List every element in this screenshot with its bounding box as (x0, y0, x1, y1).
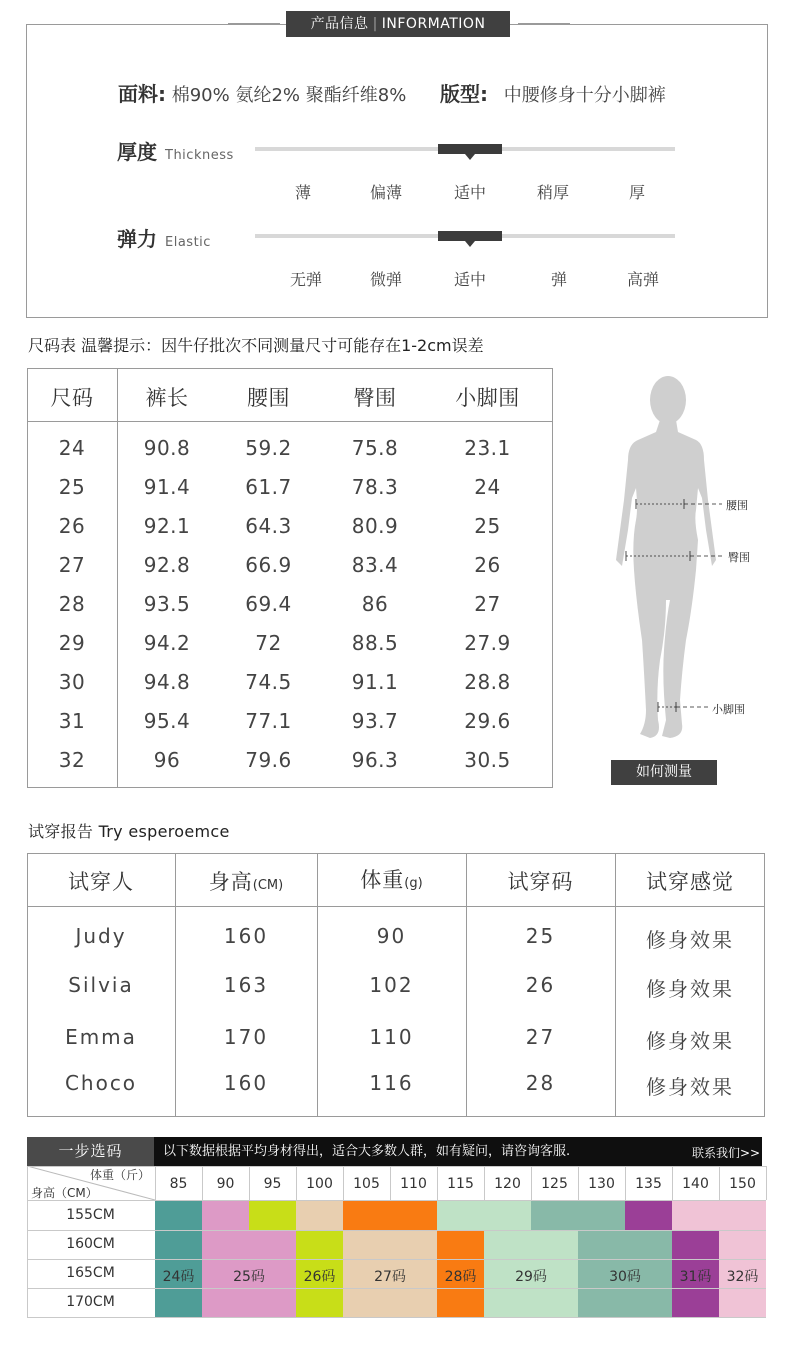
grid-line (437, 1166, 438, 1200)
weight-column-label: 140 (682, 1176, 709, 1192)
elastic-option: 无弹 (289, 270, 322, 289)
report-header-feel: 试穿感觉 (646, 870, 734, 894)
size-table-cell: 91.1 (351, 670, 399, 694)
size-table-cell: 26 (58, 514, 86, 538)
thickness-marker (438, 144, 502, 154)
size-table-cell: 78.3 (351, 475, 399, 499)
elastic-option: 高弹 (626, 270, 659, 289)
size-table-cell: 61.7 (245, 475, 292, 499)
size-label: 31码 (679, 1269, 712, 1285)
elastic-option: 弹 (550, 270, 567, 289)
size-table-cell: 64.3 (245, 514, 292, 538)
report-header-weight (317, 864, 466, 894)
size-block-s28 (343, 1201, 437, 1230)
report-cell-height: 163 (223, 973, 269, 997)
size-label: 25码 (233, 1269, 265, 1285)
size-table-cell: 93.5 (143, 592, 191, 616)
grid-line (484, 1166, 485, 1200)
size-table-cell: 59.2 (245, 436, 292, 460)
size-table-cell: 23.1 (464, 436, 511, 460)
grid-line (27, 1288, 766, 1289)
grid-line (766, 1166, 767, 1200)
size-table-cell: 24 (474, 475, 501, 499)
title-line-right (518, 23, 570, 24)
size-table-cell: 83.4 (351, 553, 399, 577)
grid-line (27, 1166, 28, 1317)
size-table-header: 臀围 (353, 386, 397, 410)
title-cn: 产品信息 (310, 16, 369, 32)
report-cell-feel: 修身效果 (646, 977, 734, 1001)
thickness-option: 偏薄 (369, 183, 402, 202)
contact-us-link[interactable]: 联系我们>> (692, 1146, 761, 1160)
report-cell-height: 160 (223, 1071, 269, 1095)
size-table-cell: 30.5 (464, 748, 511, 772)
size-table-cell: 75.8 (351, 436, 399, 460)
report-cell-person: Silvia (68, 973, 134, 997)
size-table-header: 裤长 (145, 386, 189, 410)
size-table-cell: 30 (58, 670, 86, 694)
grid-line (27, 1200, 766, 1201)
size-block-s26 (249, 1201, 296, 1230)
report-cell-size: 26 (525, 973, 556, 997)
size-block-s31 (625, 1201, 672, 1230)
size-table-cell: 26 (474, 553, 501, 577)
weight-column-label: 110 (400, 1176, 427, 1192)
size-table-header: 尺码 (50, 386, 94, 410)
size-table-cell: 95.4 (143, 709, 191, 733)
thickness-marker-tip (465, 154, 475, 160)
grid-line (27, 1259, 766, 1260)
height-header-text: 身高 (208, 870, 253, 894)
weight-column-label: 95 (263, 1176, 282, 1192)
size-block-s32 (672, 1201, 766, 1230)
thickness-option: 稍厚 (536, 183, 569, 202)
report-title: 试穿报告 Try esperoemce (28, 822, 230, 841)
size-table-cell: 86 (361, 592, 389, 616)
size-chart-step-label: 一步选码 (27, 1137, 154, 1166)
size-table-hint: 尺码表 温馨提示：因牛仔批次不同测量尺寸可能存在1-2cm误差 (28, 336, 484, 355)
size-block-s30 (531, 1201, 625, 1230)
grid-line (578, 1166, 579, 1200)
size-label: 32码 (726, 1269, 759, 1285)
size-table-cell: 92.8 (143, 553, 191, 577)
weight-column-label: 105 (353, 1176, 380, 1192)
elastic-option: 微弹 (369, 270, 402, 289)
size-block-s29 (437, 1201, 531, 1230)
report-cell-size: 25 (525, 924, 556, 948)
report-cell-feel: 修身效果 (646, 928, 734, 952)
elastic-label (117, 223, 211, 252)
weight-column-label: 130 (588, 1176, 615, 1192)
size-table-cell: 94.8 (143, 670, 191, 694)
report-cell-person: Judy (75, 924, 127, 948)
size-label: 30码 (609, 1269, 641, 1285)
size-label: 26码 (303, 1269, 336, 1285)
size-table-cell: 28 (58, 592, 86, 616)
size-table-header: 小脚围 (455, 386, 520, 410)
waist-label: 腰围 (726, 499, 748, 512)
report-header-height (175, 866, 317, 896)
grid-line (343, 1166, 344, 1200)
grid-line (625, 1166, 626, 1200)
size-table-cell: 93.7 (351, 709, 399, 733)
thickness-label-cn: 厚度 (117, 140, 157, 164)
size-table-cell: 91.4 (143, 475, 191, 499)
grid-line (27, 1317, 766, 1318)
weight-column-label: 90 (216, 1176, 235, 1192)
size-table-header-divider (28, 421, 552, 422)
report-cell-size: 27 (525, 1025, 556, 1049)
fit-value: 中腰修身十分小脚裤 (503, 85, 666, 106)
report-cell-height: 160 (223, 924, 269, 948)
height-row-label: 160CM (66, 1236, 115, 1252)
report-cell-height: 170 (223, 1025, 269, 1049)
report-cell-person: Choco (64, 1071, 138, 1095)
size-table-cell: 27 (474, 592, 501, 616)
report-cell-weight: 102 (369, 973, 414, 997)
weight-column-label: 135 (635, 1176, 662, 1192)
size-label: 27码 (374, 1269, 406, 1285)
fit-label: 版型: (440, 82, 488, 106)
size-table-cell: 79.6 (245, 748, 292, 772)
size-table-cell: 28.8 (464, 670, 511, 694)
size-table-header: 腰围 (247, 386, 290, 410)
grid-line (390, 1166, 391, 1200)
height-row-label: 170CM (66, 1294, 115, 1310)
size-table-cell: 25 (58, 475, 86, 499)
weight-header-unit: (g) (404, 876, 423, 891)
weight-column-label: 100 (306, 1176, 333, 1192)
report-cell-weight: 110 (369, 1025, 414, 1049)
elastic-marker-tip (465, 241, 475, 247)
size-label: 24码 (162, 1269, 195, 1285)
height-axis-header: 身高（CM） (31, 1186, 98, 1200)
report-cell-weight: 90 (376, 924, 407, 948)
size-table-cell: 66.9 (245, 553, 292, 577)
elastic-marker (438, 231, 502, 241)
thickness-option-selected: 适中 (453, 183, 486, 202)
grid-line (249, 1166, 250, 1200)
thickness-label-en: Thickness (165, 148, 234, 163)
size-table-cell: 74.5 (245, 670, 292, 694)
axis-corner (27, 1166, 155, 1200)
thickness-label (117, 136, 234, 165)
height-header-unit: (CM) (252, 878, 284, 893)
size-table-cell: 27.9 (464, 631, 511, 655)
report-cell-feel: 修身效果 (646, 1029, 734, 1053)
diagonal-divider-icon (27, 1166, 155, 1200)
size-table-cell: 92.1 (143, 514, 191, 538)
hip-label: 臀围 (728, 551, 750, 564)
title-line-left (228, 23, 280, 24)
size-table-cell: 24 (58, 436, 86, 460)
size-table-cell: 29 (58, 631, 86, 655)
size-table-cell: 80.9 (351, 514, 399, 538)
size-table-cell: 77.1 (245, 709, 292, 733)
size-block-s27 (296, 1201, 343, 1230)
size-table-cell: 72 (255, 631, 282, 655)
weight-column-label: 120 (494, 1176, 521, 1192)
weight-column-label: 115 (447, 1176, 474, 1192)
size-table-cell: 29.6 (464, 709, 511, 733)
weight-column-label: 85 (169, 1176, 188, 1192)
size-table-cell: 31 (58, 709, 86, 733)
grid-line (531, 1166, 532, 1200)
size-table-cell: 32 (58, 748, 86, 772)
size-chart-note: 以下数据根据平均身材得出，适合大多数人群，如有疑问，请咨询客服. (163, 1144, 571, 1159)
size-label: 28码 (444, 1269, 477, 1285)
ankle-label: 小脚围 (712, 703, 745, 716)
grid-line (672, 1166, 673, 1200)
weight-column-label: 125 (541, 1176, 568, 1192)
fabric-row (118, 78, 406, 107)
weight-header-text: 体重 (360, 868, 405, 892)
title-en: INFORMATION (381, 16, 486, 32)
size-label: 29码 (515, 1269, 547, 1285)
size-table-cell: 96 (153, 748, 181, 772)
grid-line (155, 1166, 156, 1200)
report-cell-weight: 116 (369, 1071, 414, 1095)
report-cell-person: Emma (65, 1025, 137, 1049)
fabric-value: 棉90% 氨纶2% 聚酯纤维8% (171, 85, 407, 106)
size-table-cell: 25 (474, 514, 501, 538)
how-to-measure-button[interactable]: 如何测量 (611, 760, 717, 785)
thickness-option: 厚 (628, 183, 645, 202)
size-table-cell: 94.2 (143, 631, 191, 655)
weight-column-label: 150 (729, 1176, 756, 1192)
elastic-label-en: Elastic (165, 235, 211, 250)
height-row-label: 165CM (66, 1265, 115, 1281)
body-figure (600, 370, 780, 750)
report-header-person: 试穿人 (68, 870, 134, 894)
size-table-cell: 90.8 (143, 436, 191, 460)
grid-line (27, 1230, 766, 1231)
size-table-cell: 27 (58, 553, 86, 577)
report-cell-feel: 修身效果 (646, 1075, 734, 1099)
elastic-option-selected: 适中 (453, 270, 486, 289)
body-silhouette-icon (600, 370, 780, 750)
elastic-label-cn: 弹力 (117, 227, 157, 251)
report-header-divider (28, 906, 764, 907)
product-info-title (286, 11, 510, 37)
thickness-option: 薄 (294, 183, 311, 202)
fabric-label: 面料: (118, 82, 166, 106)
grid-line (202, 1166, 203, 1200)
weight-axis-header: 体重（斤） (90, 1168, 151, 1182)
report-header-size: 试穿码 (507, 870, 574, 894)
size-table-cell: 96.3 (351, 748, 399, 772)
grid-line (27, 1166, 766, 1167)
height-row-label: 155CM (66, 1207, 115, 1223)
size-table-cell: 88.5 (351, 631, 399, 655)
grid-line (719, 1166, 720, 1200)
report-cell-size: 28 (525, 1071, 556, 1095)
grid-line (296, 1166, 297, 1200)
fit-row (440, 78, 666, 107)
title-separator: | (372, 16, 378, 32)
size-table-cell: 69.4 (245, 592, 292, 616)
